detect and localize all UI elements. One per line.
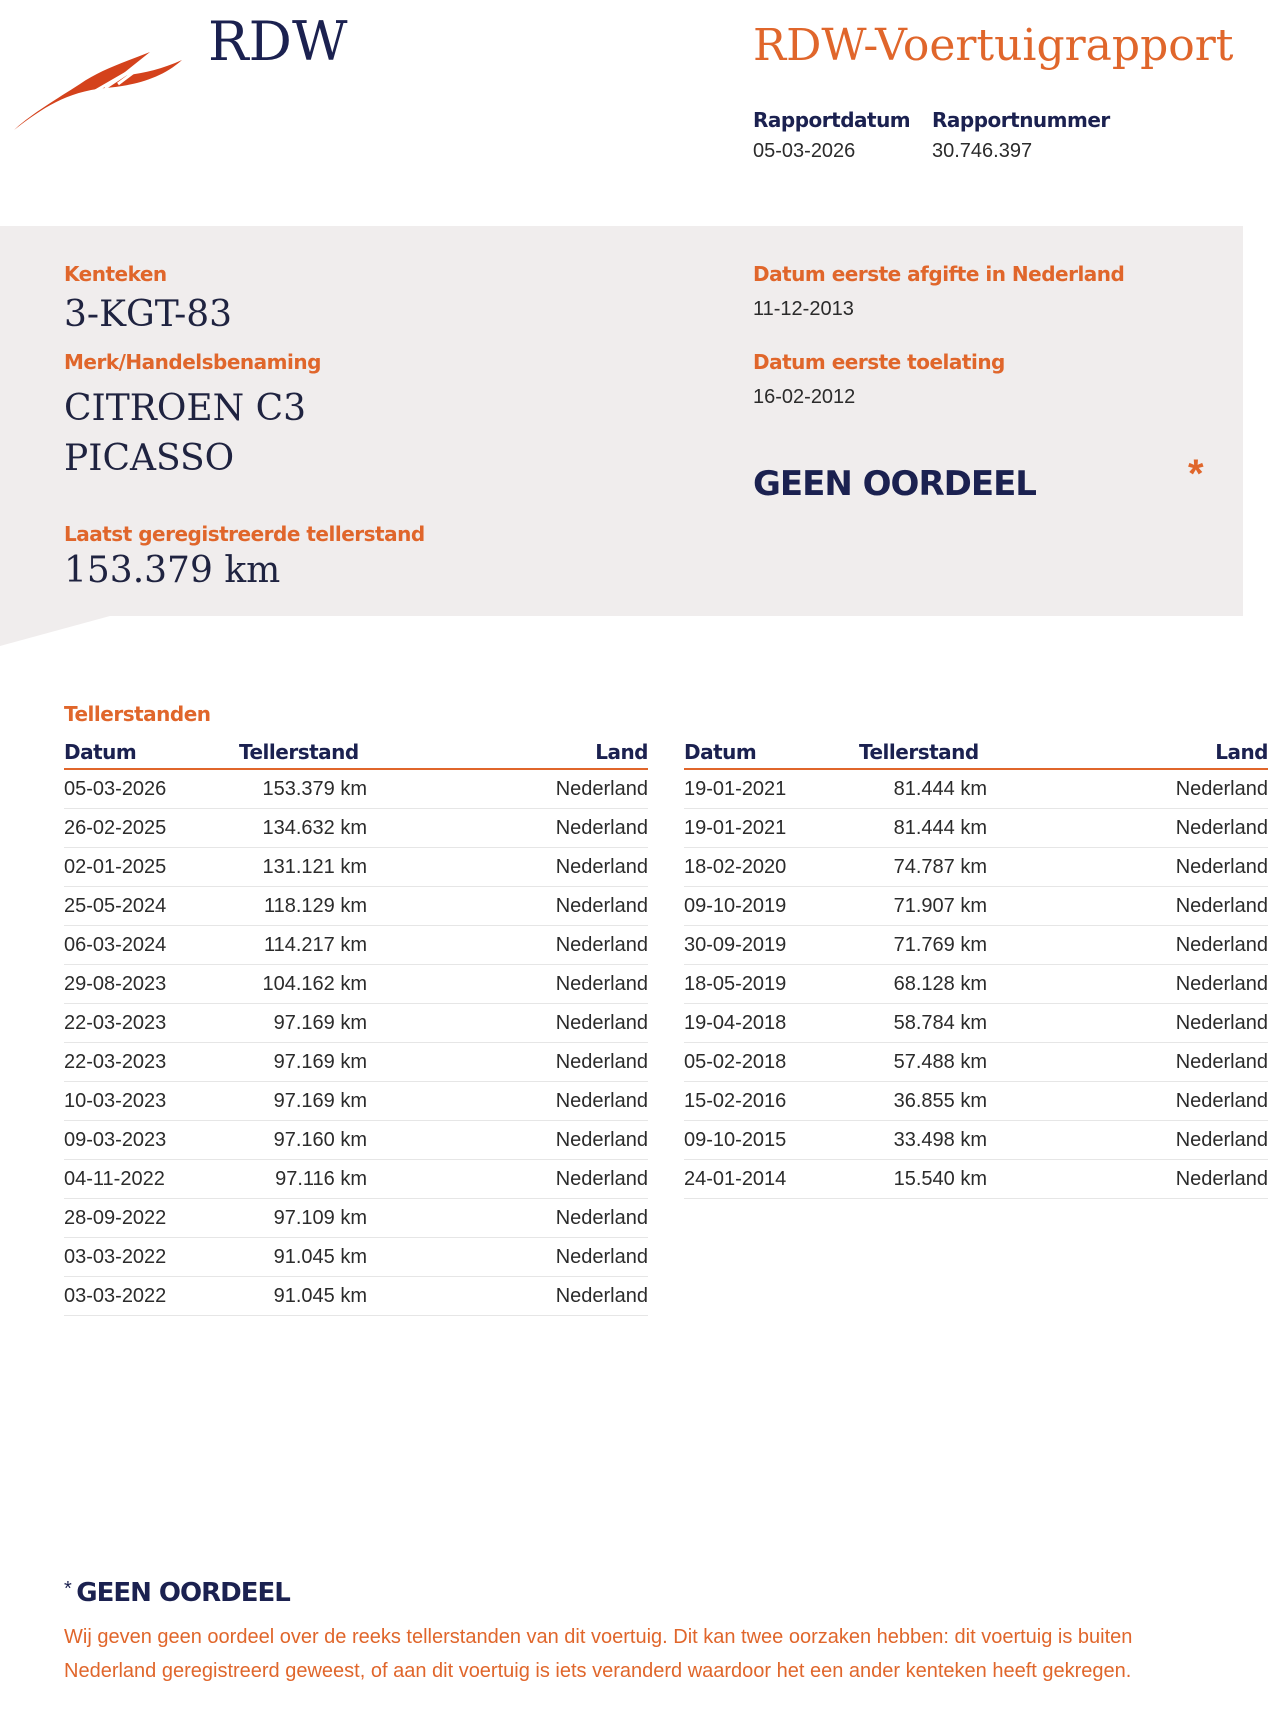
reading-date: 06-03-2024 (64, 926, 239, 965)
report-date-label: Rapportdatum (753, 108, 911, 132)
reading-country: Nederland (987, 1160, 1268, 1199)
reading-date: 28-09-2022 (64, 1199, 239, 1238)
table-row (684, 1043, 1268, 1082)
reading-date: 19-01-2021 (684, 809, 859, 848)
header-odometer: Tellerstand (859, 734, 987, 769)
reading-odometer: 97.169 km (239, 1082, 367, 1121)
header-date: Datum (64, 734, 239, 769)
reading-date: 04-11-2022 (64, 1160, 239, 1199)
reading-country: Nederland (987, 809, 1268, 848)
rdw-logo-icon (10, 40, 185, 135)
plate-label: Kenteken (64, 262, 167, 286)
reading-country: Nederland (987, 1043, 1268, 1082)
reading-odometer: 134.632 km (239, 809, 367, 848)
reading-date: 22-03-2023 (64, 1004, 239, 1043)
reading-country: Nederland (987, 769, 1268, 809)
first-nl-label: Datum eerste afgifte in Nederland (753, 262, 1125, 286)
reading-odometer: 153.379 km (239, 769, 367, 809)
reading-odometer: 68.128 km (859, 965, 987, 1004)
reading-country: Nederland (367, 926, 648, 965)
make-label: Merk/Handelsbenaming (64, 350, 321, 374)
table-row (64, 1121, 648, 1160)
table-row (64, 769, 648, 809)
reading-country: Nederland (367, 1043, 648, 1082)
reading-date: 18-02-2020 (684, 848, 859, 887)
reading-odometer: 118.129 km (239, 887, 367, 926)
reading-odometer: 91.045 km (239, 1277, 367, 1316)
reading-odometer: 97.116 km (239, 1160, 367, 1199)
verdict-text: GEEN OORDEEL (753, 464, 1036, 504)
reading-country: Nederland (987, 926, 1268, 965)
reading-country: Nederland (367, 887, 648, 926)
first-admission-date: 16-02-2012 (753, 386, 856, 408)
reading-country: Nederland (987, 848, 1268, 887)
report-title: RDW-Voertuigrapport (753, 20, 1234, 71)
reading-odometer: 97.169 km (239, 1043, 367, 1082)
reading-country: Nederland (987, 1004, 1268, 1043)
table-row (64, 1004, 648, 1043)
table-row (64, 1043, 648, 1082)
reading-odometer: 36.855 km (859, 1082, 987, 1121)
table-row (64, 887, 648, 926)
reading-country: Nederland (987, 1082, 1268, 1121)
report-number-label: Rapportnummer (932, 108, 1110, 132)
reading-country: Nederland (367, 1004, 648, 1043)
table-row (64, 1199, 648, 1238)
reading-date: 03-03-2022 (64, 1277, 239, 1316)
reading-date: 19-04-2018 (684, 1004, 859, 1043)
make-line-1: CITROEN C3 (64, 388, 307, 429)
odometer-value: 153.379 km (64, 550, 281, 591)
reading-odometer: 58.784 km (859, 1004, 987, 1043)
footnote-text: Wij geven geen oordeel over de reeks tellerstanden van dit voertuig. Dit kan twee oorzaken hebben: dit voertuig is buiten Nederland geregistreerd geweest, of aan dit voertuig is iets veranderd waardoor het een ander kenteken heeft gekregen. (64, 1626, 1133, 1682)
report-date: 05-03-2026 (753, 140, 856, 162)
table-row (64, 1238, 648, 1277)
reading-date: 15-02-2016 (684, 1082, 859, 1121)
table-row (684, 848, 1268, 887)
table-row (64, 1277, 648, 1316)
panel-corner (0, 616, 110, 646)
reading-date: 02-01-2025 (64, 848, 239, 887)
table-row (684, 887, 1268, 926)
table-row (64, 1082, 648, 1121)
reading-date: 10-03-2023 (64, 1082, 239, 1121)
table-row (64, 809, 648, 848)
table-row (684, 1160, 1268, 1199)
table-row (684, 809, 1268, 848)
readings-table-right (684, 734, 1268, 1199)
reading-country: Nederland (367, 965, 648, 1004)
reading-date: 29-08-2023 (64, 965, 239, 1004)
reading-date: 03-03-2022 (64, 1238, 239, 1277)
reading-odometer: 81.444 km (859, 809, 987, 848)
reading-country: Nederland (367, 1199, 648, 1238)
reading-date: 25-05-2024 (64, 887, 239, 926)
table-row (64, 1160, 648, 1199)
reading-date: 05-02-2018 (684, 1043, 859, 1082)
reading-odometer: 15.540 km (859, 1160, 987, 1199)
reading-country: Nederland (367, 1160, 648, 1199)
reading-date: 05-03-2026 (64, 769, 239, 809)
reading-country: Nederland (987, 1121, 1268, 1160)
reading-country: Nederland (367, 1082, 648, 1121)
odometer-label: Laatst geregistreerde tellerstand (64, 522, 425, 546)
footnote-marker: * (64, 1578, 72, 1600)
reading-odometer: 114.217 km (239, 926, 367, 965)
reading-odometer: 97.169 km (239, 1004, 367, 1043)
reading-date: 09-10-2015 (684, 1121, 859, 1160)
reading-date: 22-03-2023 (64, 1043, 239, 1082)
reading-date: 24-01-2014 (684, 1160, 859, 1199)
table-row (684, 926, 1268, 965)
reading-odometer: 74.787 km (859, 848, 987, 887)
footnote-title: GEEN OORDEEL (76, 1578, 290, 1608)
reading-date: 26-02-2025 (64, 809, 239, 848)
header-country: Land (987, 734, 1268, 769)
table-row (684, 1082, 1268, 1121)
reading-date: 19-01-2021 (684, 769, 859, 809)
table-row (64, 848, 648, 887)
readings-title: Tellerstanden (64, 702, 211, 726)
reading-odometer: 71.769 km (859, 926, 987, 965)
reading-country: Nederland (367, 1121, 648, 1160)
table-row (684, 965, 1268, 1004)
report-number: 30.746.397 (932, 140, 1033, 162)
reading-country: Nederland (987, 965, 1268, 1004)
reading-date: 30-09-2019 (684, 926, 859, 965)
reading-odometer: 33.498 km (859, 1121, 987, 1160)
header-date: Datum (684, 734, 859, 769)
reading-date: 09-10-2019 (684, 887, 859, 926)
make-line-2: PICASSO (64, 438, 235, 479)
table-row (684, 1121, 1268, 1160)
verdict-marker: * (1188, 452, 1204, 496)
reading-odometer: 97.109 km (239, 1199, 367, 1238)
reading-odometer: 131.121 km (239, 848, 367, 887)
reading-country: Nederland (367, 809, 648, 848)
footnote-heading (64, 1578, 290, 1608)
reading-country: Nederland (367, 848, 648, 887)
reading-odometer: 57.488 km (859, 1043, 987, 1082)
table-row (684, 1004, 1268, 1043)
table-row (684, 769, 1268, 809)
reading-country: Nederland (367, 1277, 648, 1316)
reading-odometer: 71.907 km (859, 887, 987, 926)
first-nl-date: 11-12-2013 (753, 298, 854, 320)
header-odometer: Tellerstand (239, 734, 367, 769)
org-name: RDW (208, 10, 348, 73)
reading-odometer: 81.444 km (859, 769, 987, 809)
reading-odometer: 97.160 km (239, 1121, 367, 1160)
header-country: Land (367, 734, 648, 769)
reading-date: 18-05-2019 (684, 965, 859, 1004)
table-row (64, 965, 648, 1004)
reading-country: Nederland (367, 769, 648, 809)
reading-odometer: 91.045 km (239, 1238, 367, 1277)
reading-odometer: 104.162 km (239, 965, 367, 1004)
first-admission-label: Datum eerste toelating (753, 350, 1005, 374)
readings-table-left (64, 734, 648, 1316)
table-row (64, 926, 648, 965)
reading-date: 09-03-2023 (64, 1121, 239, 1160)
reading-country: Nederland (367, 1238, 648, 1277)
plate-number: 3-KGT-83 (64, 294, 233, 335)
reading-country: Nederland (987, 887, 1268, 926)
